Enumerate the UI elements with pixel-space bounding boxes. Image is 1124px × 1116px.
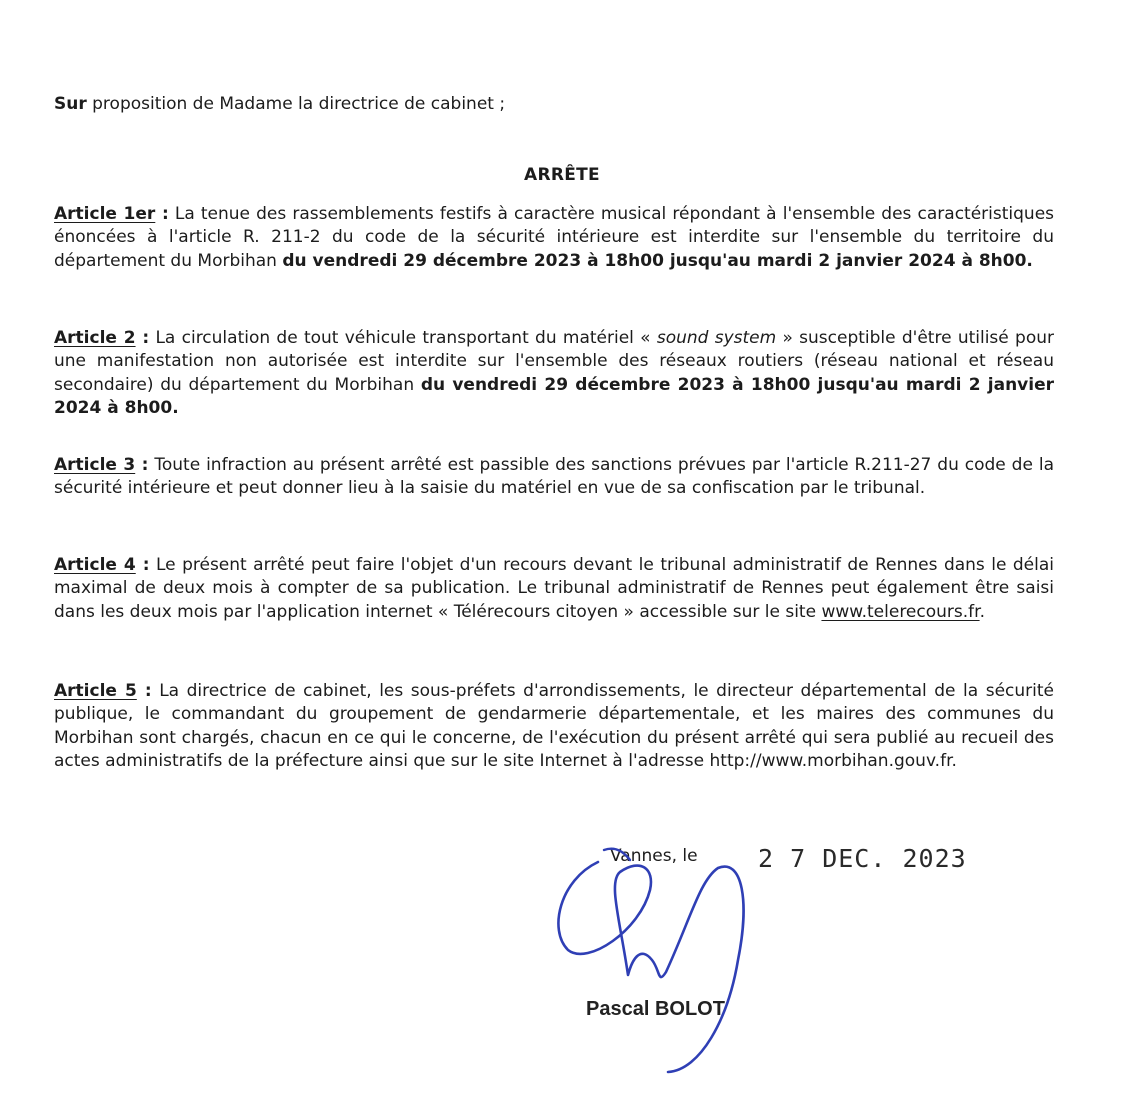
article-3-colon: : xyxy=(135,455,149,475)
article-4-text: Le présent arrêté peut faire l'objet d'un recours devant le tribunal administratif de Rennes dans le délai maximal de deux mois à compter de sa publication. Le tribunal administratif de Rennes peut également être saisi dans les deux mois par l'application internet « Télérecours citoyen » accessible sur le site xyxy=(54,555,1055,622)
signature-stroke xyxy=(558,862,743,1072)
article-3-text: Toute infraction au présent arrêté est passible des sanctions prévues par l'article R.211-27 du code de la sécurité intérieure et peut donner lieu à la saisie du matériel en vue de sa confiscation par le tribunal. xyxy=(54,455,1054,499)
article-1 xyxy=(54,203,1054,273)
article-3-label: Article 3 xyxy=(54,455,136,475)
decree-title: ARRÊTE xyxy=(524,165,600,185)
article-1-colon: : xyxy=(155,204,169,224)
article-5-colon: : xyxy=(136,681,152,701)
article-5 xyxy=(54,680,1054,773)
article-4 xyxy=(54,554,1054,624)
telerecours-link[interactable]: www.telerecours.fr xyxy=(821,601,980,622)
article-2 xyxy=(54,327,1054,420)
article-4-text-2: . xyxy=(979,601,985,622)
intro-text: proposition de Madame la directrice de cabinet ; xyxy=(86,94,506,114)
signer-name: Pascal BOLOT xyxy=(586,998,725,1020)
article-2-text: La circulation de tout véhicule transportant du matériel « xyxy=(149,328,657,348)
article-1-label: Article 1er xyxy=(54,204,156,224)
article-5-text: La directrice de cabinet, les sous-préfets d'arrondissements, le directeur départemental de la sécurité publique, le commandant du groupement de gendarmerie départementale, et les maires des communes du Morbihan sont chargés, chacun en ce qui le concerne, de l'exécution du présent arrêté qui sera publié au recueil des actes administratifs de la préfecture ainsi que sur le site Internet à l'adresse http://www.morbihan.gouv.fr. xyxy=(54,681,1054,771)
date-stamp: 2 7 DEC. 2023 xyxy=(758,844,967,873)
intro-paragraph xyxy=(54,92,1054,116)
article-4-label: Article 4 xyxy=(54,555,136,575)
article-3 xyxy=(54,454,1054,501)
article-5-label: Article 5 xyxy=(54,681,137,701)
article-2-text-2: » susceptible d'être utilisé pour une manifestation non autorisée est interdite sur l'ensemble des réseaux routiers (réseau national et réseau secondaire) du département du Morbihan xyxy=(54,328,1054,395)
article-2-label: Article 2 xyxy=(54,328,136,348)
article-2-italic: sound system xyxy=(656,328,777,348)
signature-place: Vannes, le xyxy=(610,846,698,866)
intro-lead: Sur xyxy=(54,94,87,114)
article-4-colon: : xyxy=(135,555,150,575)
article-2-colon: : xyxy=(135,328,150,348)
article-1-dates: du vendredi 29 décembre 2023 à 18h00 jusqu'au mardi 2 janvier 2024 à 8h00. xyxy=(282,250,1033,271)
article-1-text: La tenue des rassemblements festifs à caractère musical répondant à l'ensemble des caractéristiques énoncées à l'article R. 211-2 du code de la sécurité intérieure est interdite sur l'ensemble du territoire du département du Morbihan xyxy=(54,204,1055,271)
article-2-dates: du vendredi 29 décembre 2023 à 18h00 jusqu'au mardi 2 janvier 2024 à 8h00. xyxy=(54,374,1054,418)
